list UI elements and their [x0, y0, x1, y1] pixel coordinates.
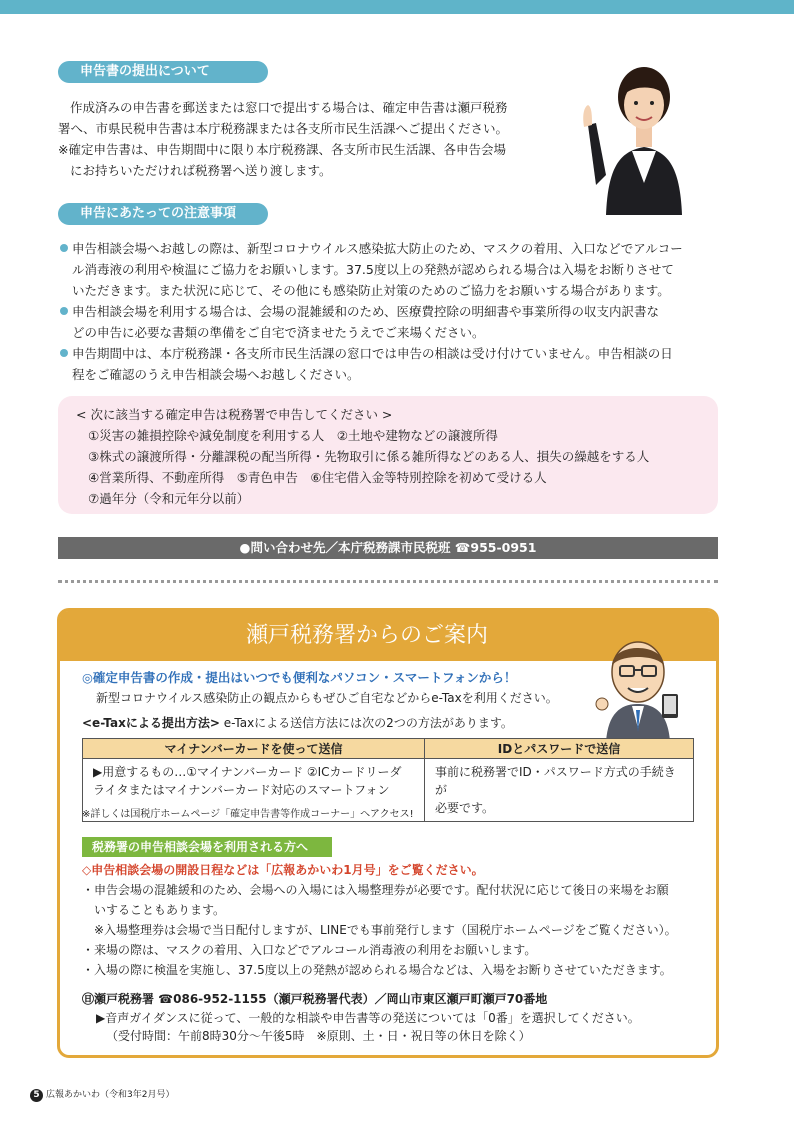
etax-headline: ◎確定申告書の作成・提出はいつでも便利なパソコン・スマートフォンから！ [82, 670, 517, 685]
table-cell-id-password [425, 759, 694, 822]
panel-title: 瀬戸税務署からのご案内 [60, 611, 716, 661]
contact-bar: ●問い合わせ先／本庁税務課市民税班 ☎955-0951 [58, 537, 718, 559]
tax-office-cases-box [58, 396, 718, 514]
cases-row-3: ④営業所得、不動産所得 ⑤青色申告 ⑥住宅借入金等特別控除を初めて受ける人 [88, 470, 547, 485]
venue-item-2: ・来場の際は、マスクの着用、入口などでアルコール消毒液の利用をお願いします。 [82, 943, 537, 957]
tax-office-inquiry: ㊐瀬戸税務署 ☎086-952-1155（瀬戸税務署代表）／岡山市東区瀬戸町瀬戸70番地 [82, 992, 548, 1006]
notes-item-2-line-1: 申告相談会場を利用する場合は、会場の混雑緩和のため、医療費控除の明細書や事業所得の収支内訳書な [72, 304, 660, 319]
section-heading-submission: 申告書の提出について [58, 61, 268, 83]
table-header-mynumber: マイナンバーカードを使って送信 [83, 739, 425, 759]
notes-item-3-line-1: 申告期間中は、本庁税務課・各支所市民生活課の窓口では申告の相談は受け付けていません。申告相談の日 [72, 346, 673, 361]
cases-title: < 次に該当する確定申告は税務署で申告してください > [76, 407, 393, 422]
cases-row-2: ③株式の譲渡所得・分離課税の配当所得・先物取引に係る雑所得などのある人、損失の繰越をする人 [88, 449, 650, 464]
table-header-id-password: IDとパスワードで送信 [425, 739, 694, 759]
submission-line-2: 署へ、市県民税申告書は本庁税務課または各支所市民生活課へご提出ください。 [58, 121, 509, 136]
submission-line-4: にお持ちいただければ税務署へ送り渡します。 [70, 163, 332, 178]
section-heading-notes: 申告にあたっての注意事項 [58, 203, 268, 225]
voice-guidance: ▶音声ガイダンスに従って、一般的な相談や申告書等の発送については「0番」を選択してください。 [96, 1011, 640, 1025]
etax-method-desc: e-Taxによる送信方法には次の2つの方法があります。 [219, 716, 513, 730]
etax-note: ※詳しくは国税庁ホームページ「確定申告書等作成コーナー」へアクセス! [82, 809, 414, 820]
venue-item-1-line-2: いすることもあります。 [82, 903, 226, 917]
mynumber-line-2: ライタまたはマイナンバーカード対応のスマートフォン [93, 783, 390, 797]
venue-item-3: ・入場の際に検温を実施し、37.5度以上の発熱が認められる場合などは、入場をお断りさせていただきます。 [82, 963, 672, 977]
office-worker-illustration [588, 632, 688, 742]
idpass-line-2: 必要です。 [435, 801, 495, 815]
notes-item [58, 343, 720, 385]
notes-item-1-line-3: いただきます。また状況に応じて、その他にも感染防止対策のためのご協力をお願いする場合があります。 [72, 283, 670, 298]
mynumber-line-1: ▶用意するもの…①マイナンバーカード ②ICカードリーダ [93, 765, 402, 779]
etax-method-label: <e-Taxによる提出方法> [82, 716, 220, 730]
notes-list [58, 238, 720, 385]
notes-item-1-line-1: 申告相談会場へお越しの際は、新型コロナウイルス感染拡大防止のため、マスクの着用、入口などでアルコー [72, 241, 683, 256]
notes-item [58, 301, 720, 343]
reception-hours: （受付時間：午前8時30分〜午後5時 ※原則、土・日・祝日等の休日を除く） [106, 1029, 531, 1043]
table-header-row [83, 739, 694, 759]
page-number: 5 [30, 1089, 43, 1102]
venue-item-1-line-3: ※入場整理券は会場で当日配付しますが、LINEでも事前発行します（国税庁ホームページをご覧ください）。 [82, 923, 677, 937]
cases-row-4: ⑦過年分（令和元年分以前） [88, 491, 250, 506]
notes-item-3-line-2: 程をご確認のうえ申告相談会場へお越しください。 [72, 367, 360, 382]
idpass-line-1: 事前に税務署でID・パスワード方式の手続きが [435, 765, 676, 797]
venue-notice: ◇申告相談会場の開設日程などは「広報あかいわ1月号」をご覧ください。 [82, 863, 484, 877]
etax-intro: 新型コロナウイルス感染防止の観点からもぜひご自宅などからe-Taxを利用ください。 [96, 691, 558, 705]
submission-line-1: 作成済みの申告書を郵送または窓口で提出する場合は、確定申告書は瀬戸税務 [70, 100, 508, 115]
venue-list [82, 880, 702, 980]
cases-row-1: ①災害の雑損控除や減免制度を利用する人 ②土地や建物などの譲渡所得 [88, 428, 498, 443]
top-color-bar [0, 0, 794, 14]
submission-line-3: ※確定申告書は、申告期間中に限り本庁税務課、各支所市民生活課、各申告会場 [58, 142, 506, 157]
venue-item-1-line-1: ・申告会場の混雑緩和のため、会場への入場には入場整理券が必要です。配付状況に応じて後日の来場をお願 [82, 883, 669, 897]
submission-text [58, 97, 568, 181]
venue-heading: 税務署の申告相談会場を利用される方へ [82, 837, 332, 857]
notes-item [58, 238, 720, 301]
footer-publication: 広報あかいわ（令和3年2月号） [46, 1090, 175, 1100]
etax-method-line [82, 713, 513, 733]
notes-item-2-line-2: どの申告に必要な書類の準備をご自宅で済ませたうえでご来場ください。 [72, 325, 485, 340]
businesswoman-photo [566, 55, 722, 215]
dotted-divider [58, 580, 718, 583]
notes-item-1-line-2: ル消毒液の利用や検温にご協力をお願いします。37.5度以上の発熱が認められる場合は入場をお断りさせて [72, 262, 674, 277]
